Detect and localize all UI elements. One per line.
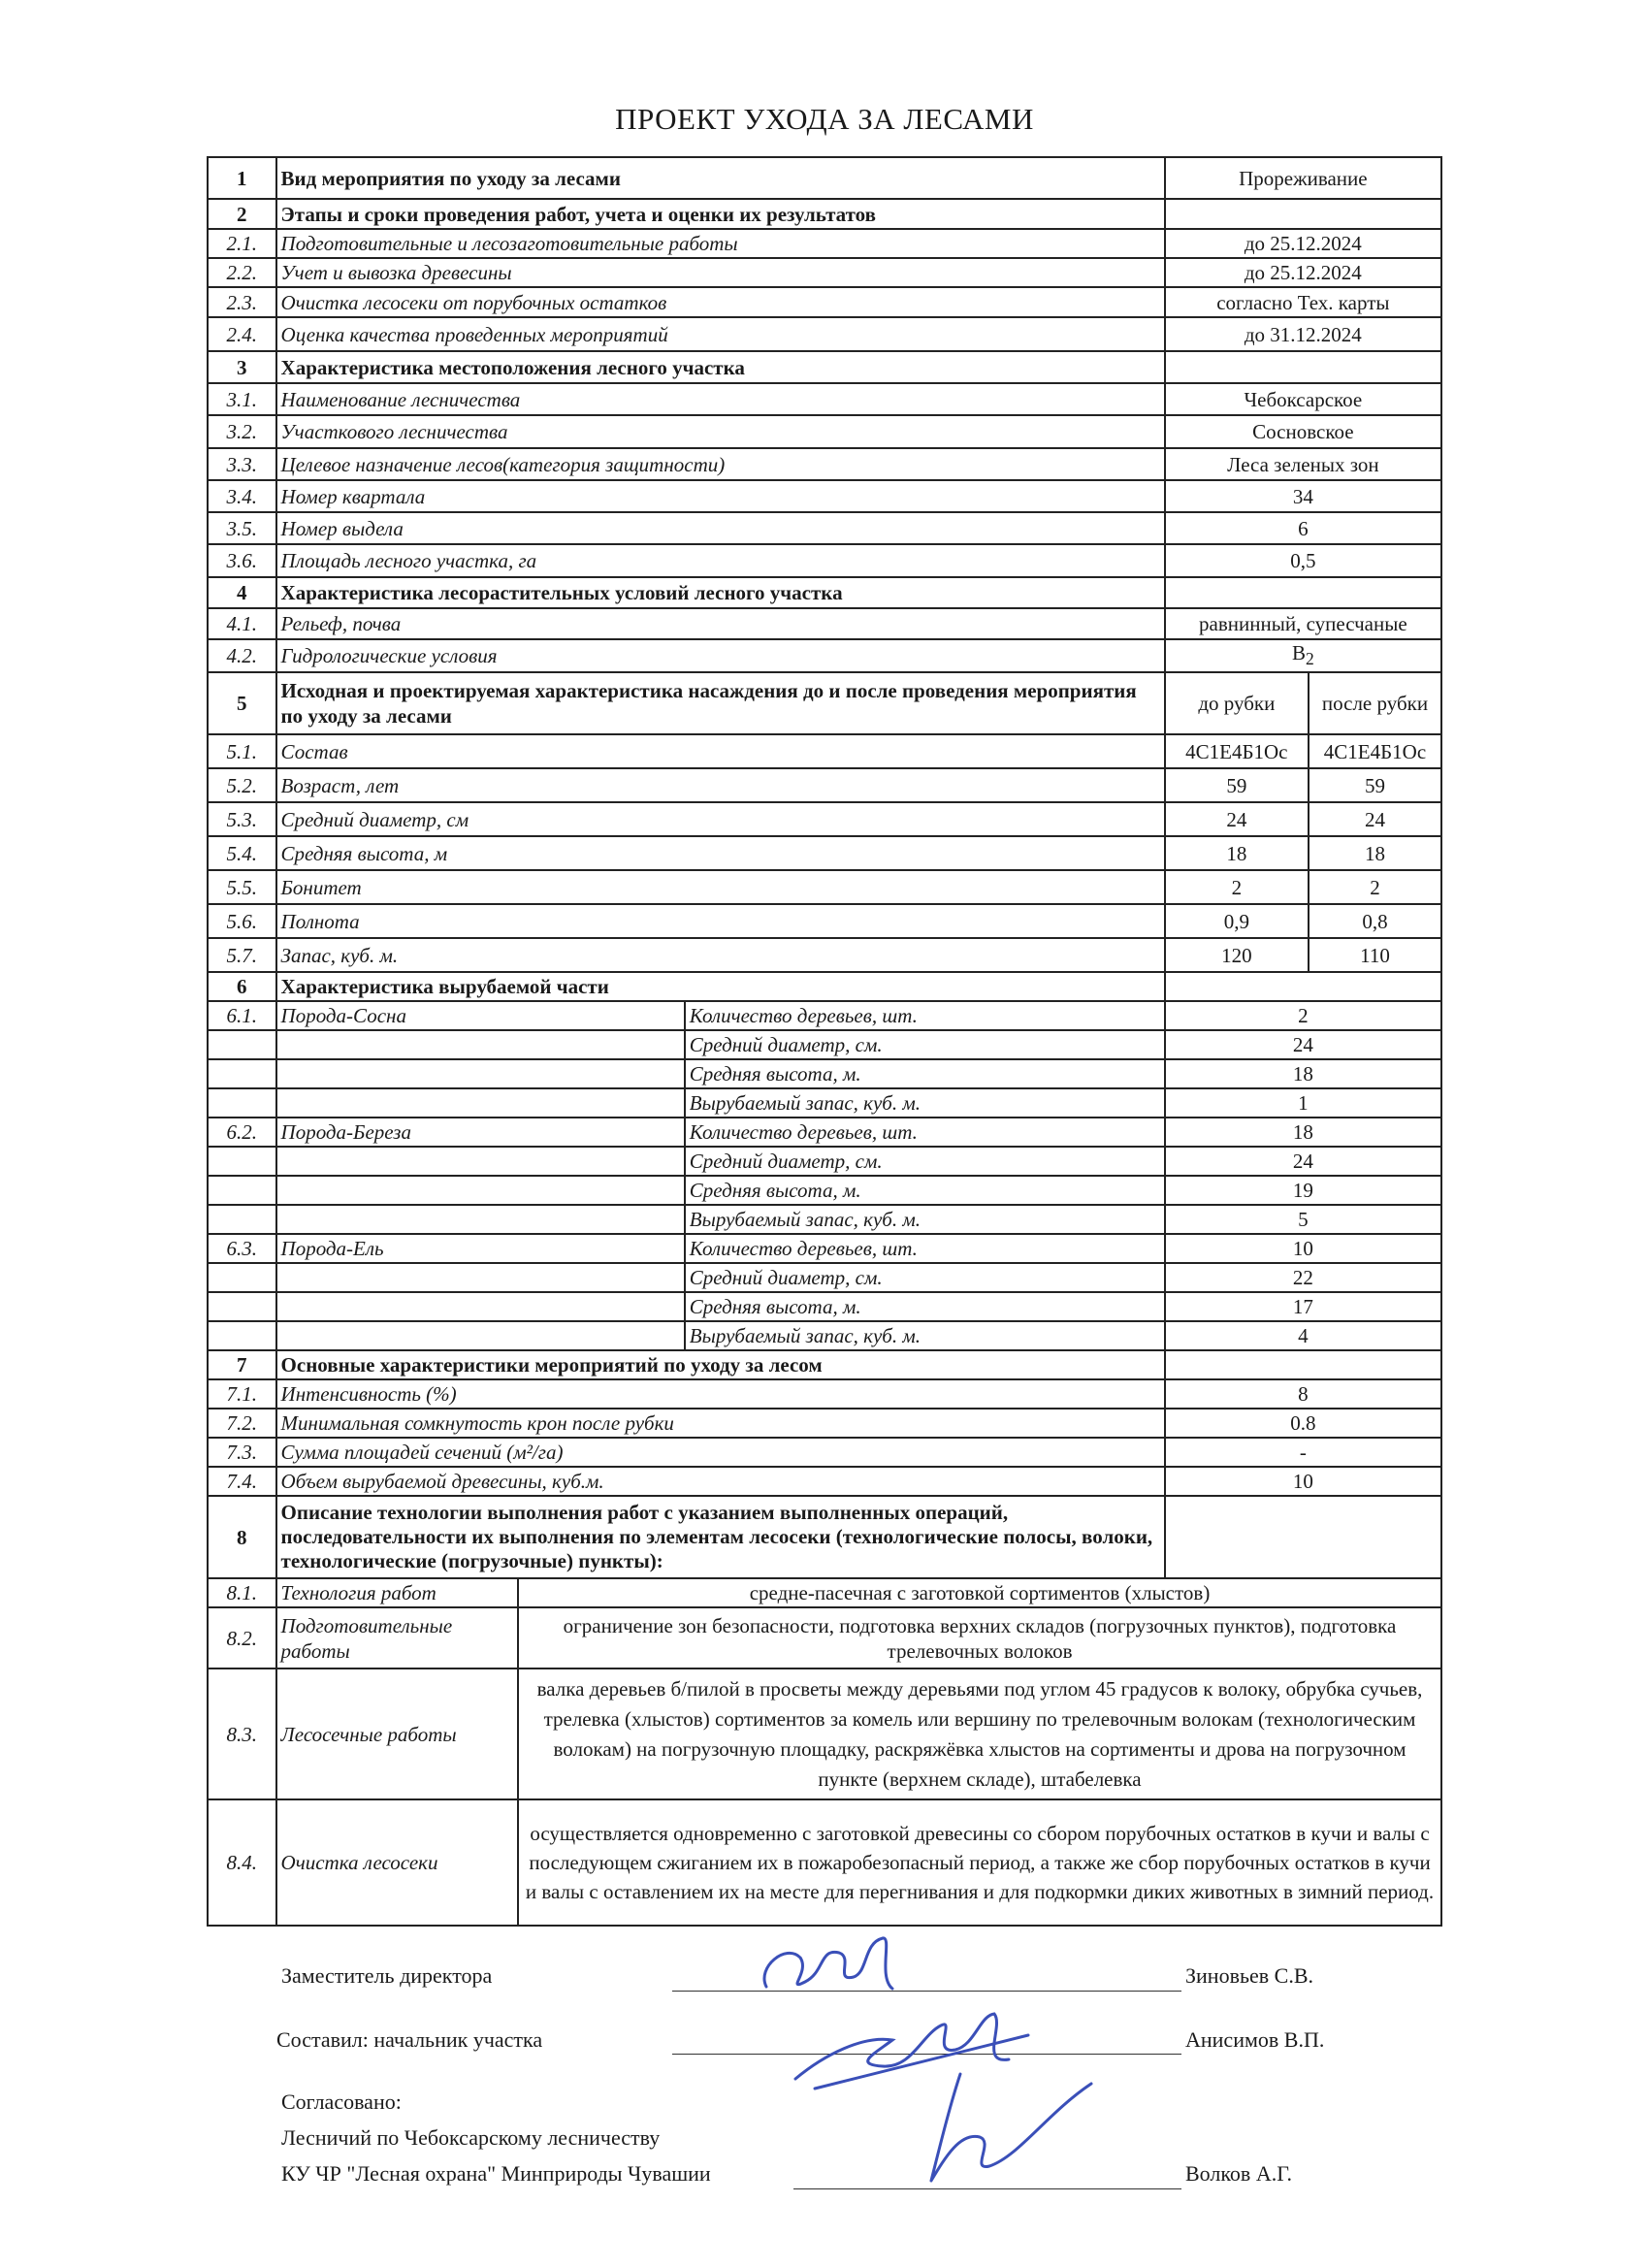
row-number: 7.3. — [208, 1438, 276, 1467]
row-number: 3.5. — [208, 512, 276, 544]
value-before: 4С1Е4Б1Ос — [1165, 734, 1309, 768]
table-row — [208, 258, 1441, 287]
row-value: до 25.12.2024 — [1165, 258, 1441, 287]
section-8-header — [208, 1496, 1441, 1578]
row-value: 2 — [1165, 1001, 1441, 1030]
table-row — [208, 1205, 1441, 1234]
row-number: 8.2. — [208, 1607, 276, 1669]
agreed-label: Согласовано: — [281, 2090, 402, 2114]
row-label: Вырубаемый запас, куб. м. — [685, 1205, 1165, 1234]
table-row — [208, 512, 1441, 544]
row-label: Целевое назначение лесов(категория защитности) — [276, 448, 1165, 480]
table-row — [208, 1234, 1441, 1263]
section-number: 3 — [208, 351, 276, 383]
section-number: 1 — [208, 157, 276, 199]
row-label: Лесосечные работы — [276, 1669, 518, 1799]
table-row — [208, 1799, 1441, 1926]
compiled-role: Составил: начальник участка — [276, 2027, 543, 2052]
section-label: Описание технологии выполнения работ с указанием выполненных операций, последовательности их выполнения по элементам лесосеки (технологические полосы, волоки, технологические (погрузочные) пункты): — [276, 1496, 1165, 1578]
row-number: 8.1. — [208, 1578, 276, 1607]
value-before: 120 — [1165, 938, 1309, 972]
table-row — [208, 836, 1441, 870]
section-value: Прореживание — [1165, 157, 1441, 199]
section-label: Характеристика местоположения лесного участка — [276, 351, 1165, 383]
row-value: 34 — [1165, 480, 1441, 512]
section-4-header — [208, 577, 1441, 608]
table-row — [208, 639, 1441, 672]
table-row — [208, 1467, 1441, 1496]
row-number: 5.1. — [208, 734, 276, 768]
value-after: 4С1Е4Б1Ос — [1309, 734, 1441, 768]
row-label: Количество деревьев, шт. — [685, 1234, 1165, 1263]
section-number: 6 — [208, 972, 276, 1001]
section-number: 8 — [208, 1496, 276, 1578]
table-row — [208, 1147, 1441, 1176]
row-number: 3.4. — [208, 480, 276, 512]
deputy-name: Зиновьев С.В. — [1185, 1963, 1313, 1988]
table-row — [208, 768, 1441, 802]
table-row — [208, 448, 1441, 480]
row-label: Очистка лесосеки от порубочных остатков — [276, 287, 1165, 317]
row-label: Площадь лесного участка, га — [276, 544, 1165, 577]
signature-drawing-deputy — [747, 1928, 912, 2006]
row-value: Чебоксарское — [1165, 383, 1441, 415]
value-main: B — [1291, 641, 1306, 664]
row-number: 5.7. — [208, 938, 276, 972]
species-label: Порода-Сосна — [276, 1001, 685, 1030]
row-label: Технология работ — [276, 1578, 518, 1607]
row-number: 2.4. — [208, 317, 276, 351]
row-value: согласно Тех. карты — [1165, 287, 1441, 317]
row-label: Бонитет — [276, 870, 1165, 904]
row-number: 7.2. — [208, 1409, 276, 1438]
row-number: 8.3. — [208, 1669, 276, 1799]
table-row — [208, 317, 1441, 351]
table-row — [208, 608, 1441, 639]
table-row — [208, 1263, 1441, 1292]
row-value: 24 — [1165, 1030, 1441, 1059]
value-before: 18 — [1165, 836, 1309, 870]
deputy-role: Заместитель директора — [281, 1963, 493, 1988]
row-label: Сумма площадей сечений (м²/га) — [276, 1438, 1165, 1467]
section-label: Вид мероприятия по уходу за лесами — [276, 157, 1165, 199]
table-row — [208, 1059, 1441, 1088]
value-before: 59 — [1165, 768, 1309, 802]
table-row — [208, 1321, 1441, 1350]
row-label: Очистка лесосеки — [276, 1799, 518, 1926]
row-value: 19 — [1165, 1176, 1441, 1205]
row-label: Объем вырубаемой древесины, куб.м. — [276, 1467, 1165, 1496]
row-label: Наименование лесничества — [276, 383, 1165, 415]
table-row — [208, 1001, 1441, 1030]
row-label: Средняя высота, м. — [685, 1292, 1165, 1321]
row-value: 18 — [1165, 1118, 1441, 1147]
section-label: Основные характеристики мероприятий по уходу за лесом — [276, 1350, 1165, 1379]
row-label: Средняя высота, м. — [685, 1059, 1165, 1088]
row-number: 3.6. — [208, 544, 276, 577]
row-number: 6.1. — [208, 1001, 276, 1030]
row-number: 6.2. — [208, 1118, 276, 1147]
forest-care-table — [207, 156, 1442, 1927]
row-value: 8 — [1165, 1379, 1441, 1409]
row-label: Гидрологические условия — [276, 639, 1165, 672]
row-value: Леса зеленых зон — [1165, 448, 1441, 480]
row-value: 10 — [1165, 1467, 1441, 1496]
row-label: Номер квартала — [276, 480, 1165, 512]
section-label: Характеристика лесорастительных условий лесного участка — [276, 577, 1165, 608]
row-value: 1 — [1165, 1088, 1441, 1118]
row-label: Средний диаметр, см. — [685, 1147, 1165, 1176]
table-row — [208, 229, 1441, 258]
row-number: 7.1. — [208, 1379, 276, 1409]
row-value: 18 — [1165, 1059, 1441, 1088]
row-label: Запас, куб. м. — [276, 938, 1165, 972]
row-number: 4.1. — [208, 608, 276, 639]
row-value: ограничение зон безопасности, подготовка верхних складов (погрузочных пунктов), подготовка трелевочных волоков — [518, 1607, 1441, 1669]
section-6-header — [208, 972, 1441, 1001]
value-after: 2 — [1309, 870, 1441, 904]
section-1-row — [208, 157, 1441, 199]
table-row — [208, 480, 1441, 512]
document-title: ПРОЕКТ УХОДА ЗА ЛЕСАМИ — [615, 102, 1034, 136]
row-number: 5.4. — [208, 836, 276, 870]
row-value: 6 — [1165, 512, 1441, 544]
row-label: Участкового лесничества — [276, 415, 1165, 448]
row-value: валка деревьев б/пилой в просветы между деревьями под углом 45 градусов к волоку, обрубка сучьев, трелевка (хлыстов) сортиментов за комель или вершину по трелевочным волокам (технологическим волокам) на погрузочную площадку, раскряжёвка хлыстов на сортименты и дрова на погрузочном пункте (верхнем складе), штабелевка — [518, 1669, 1441, 1799]
compiled-name: Анисимов В.П. — [1185, 2027, 1325, 2052]
row-value: 24 — [1165, 1147, 1441, 1176]
section-7-header — [208, 1350, 1441, 1379]
section-label: Характеристика вырубаемой части — [276, 972, 1165, 1001]
row-number: 3.2. — [208, 415, 276, 448]
row-number: 2.1. — [208, 229, 276, 258]
section-number: 2 — [208, 199, 276, 229]
row-number: 5.6. — [208, 904, 276, 938]
table-row — [208, 1118, 1441, 1147]
row-value: 22 — [1165, 1263, 1441, 1292]
row-value: 0.8 — [1165, 1409, 1441, 1438]
table-row — [208, 938, 1441, 972]
table-row — [208, 1176, 1441, 1205]
row-label: Оценка качества проведенных мероприятий — [276, 317, 1165, 351]
table-row — [208, 1607, 1441, 1669]
row-value: Сосновское — [1165, 415, 1441, 448]
row-label: Средний диаметр, см. — [685, 1263, 1165, 1292]
signature-drawing-agreed — [902, 2064, 1096, 2190]
section-number: 7 — [208, 1350, 276, 1379]
table-row — [208, 415, 1441, 448]
row-value: 0,5 — [1165, 544, 1441, 577]
value-after: 110 — [1309, 938, 1441, 972]
row-label: Номер выдела — [276, 512, 1165, 544]
table-row — [208, 1578, 1441, 1607]
agreed-name: Волков А.Г. — [1185, 2161, 1292, 2186]
table-row — [208, 287, 1441, 317]
value-after: 59 — [1309, 768, 1441, 802]
row-number: 2.3. — [208, 287, 276, 317]
row-label: Средняя высота, м — [276, 836, 1165, 870]
table-row — [208, 1088, 1441, 1118]
row-value: - — [1165, 1438, 1441, 1467]
table-row — [208, 734, 1441, 768]
table-row — [208, 1292, 1441, 1321]
table-row — [208, 1030, 1441, 1059]
row-number: 4.2. — [208, 639, 276, 672]
row-number: 2.2. — [208, 258, 276, 287]
row-label: Учет и вывозка древесины — [276, 258, 1165, 287]
section-5-header — [208, 672, 1441, 734]
table-row — [208, 383, 1441, 415]
column-header-before: до рубки — [1165, 672, 1309, 734]
section-label: Исходная и проектируемая характеристика насаждения до и после проведения мероприятия по уходу за лесами — [276, 672, 1165, 734]
row-value: 17 — [1165, 1292, 1441, 1321]
value-subscript: 2 — [1305, 649, 1314, 669]
section-label: Этапы и сроки проведения работ, учета и оценки их результатов — [276, 199, 1165, 229]
row-value: равнинный, супесчаные — [1165, 608, 1441, 639]
row-value: 5 — [1165, 1205, 1441, 1234]
row-number: 8.4. — [208, 1799, 276, 1926]
row-label: Количество деревьев, шт. — [685, 1118, 1165, 1147]
table-row — [208, 1669, 1441, 1799]
agreed-organization: КУ ЧР "Лесная охрана" Минприроды Чувашии — [281, 2161, 711, 2186]
section-number: 4 — [208, 577, 276, 608]
row-number: 7.4. — [208, 1467, 276, 1496]
section-3-header — [208, 351, 1441, 383]
table-row — [208, 1438, 1441, 1467]
section-2-header — [208, 199, 1441, 229]
section-number: 5 — [208, 672, 276, 734]
table-row — [208, 544, 1441, 577]
row-label: Подготовительные работы — [276, 1607, 518, 1669]
row-value — [1165, 639, 1441, 672]
row-label: Подготовительные и лесозаготовительные работы — [276, 229, 1165, 258]
table-row — [208, 870, 1441, 904]
row-value: до 31.12.2024 — [1165, 317, 1441, 351]
row-number: 5.3. — [208, 802, 276, 836]
row-label: Количество деревьев, шт. — [685, 1001, 1165, 1030]
row-value: 4 — [1165, 1321, 1441, 1350]
column-header-after: после рубки — [1309, 672, 1441, 734]
table-row — [208, 904, 1441, 938]
row-number: 3.1. — [208, 383, 276, 415]
table-row — [208, 1379, 1441, 1409]
row-value: осуществляется одновременно с заготовкой древесины со сбором порубочных остатков в кучи и валы с последующем сжиганием их в пожаробезопасный период, а также же сбор порубочных остатков в кучи и валы с оставлением их на месте для перегнивания и для подкормки диких животных в зимний период. — [518, 1799, 1441, 1926]
value-after: 24 — [1309, 802, 1441, 836]
value-before: 2 — [1165, 870, 1309, 904]
row-number: 3.3. — [208, 448, 276, 480]
row-label: Вырубаемый запас, куб. м. — [685, 1088, 1165, 1118]
species-label: Порода-Береза — [276, 1118, 685, 1147]
row-label: Интенсивность (%) — [276, 1379, 1165, 1409]
row-label: Минимальная сомкнутость крон после рубки — [276, 1409, 1165, 1438]
row-label: Средний диаметр, см — [276, 802, 1165, 836]
row-label: Рельеф, почва — [276, 608, 1165, 639]
agreed-forester: Лесничий по Чебоксарскому лесничеству — [281, 2125, 661, 2150]
row-label: Средняя высота, м. — [685, 1176, 1165, 1205]
row-label: Средний диаметр, см. — [685, 1030, 1165, 1059]
row-value: до 25.12.2024 — [1165, 229, 1441, 258]
species-label: Порода-Ель — [276, 1234, 685, 1263]
row-number: 5.2. — [208, 768, 276, 802]
value-before: 0,9 — [1165, 904, 1309, 938]
row-label: Полнота — [276, 904, 1165, 938]
row-number: 5.5. — [208, 870, 276, 904]
row-label: Вырубаемый запас, куб. м. — [685, 1321, 1165, 1350]
row-label: Возраст, лет — [276, 768, 1165, 802]
row-value: средне-пасечная с заготовкой сортиментов (хлыстов) — [518, 1578, 1441, 1607]
value-after: 18 — [1309, 836, 1441, 870]
table-row — [208, 802, 1441, 836]
row-label: Состав — [276, 734, 1165, 768]
value-after: 0,8 — [1309, 904, 1441, 938]
value-before: 24 — [1165, 802, 1309, 836]
row-value: 10 — [1165, 1234, 1441, 1263]
table-row — [208, 1409, 1441, 1438]
row-number: 6.3. — [208, 1234, 276, 1263]
